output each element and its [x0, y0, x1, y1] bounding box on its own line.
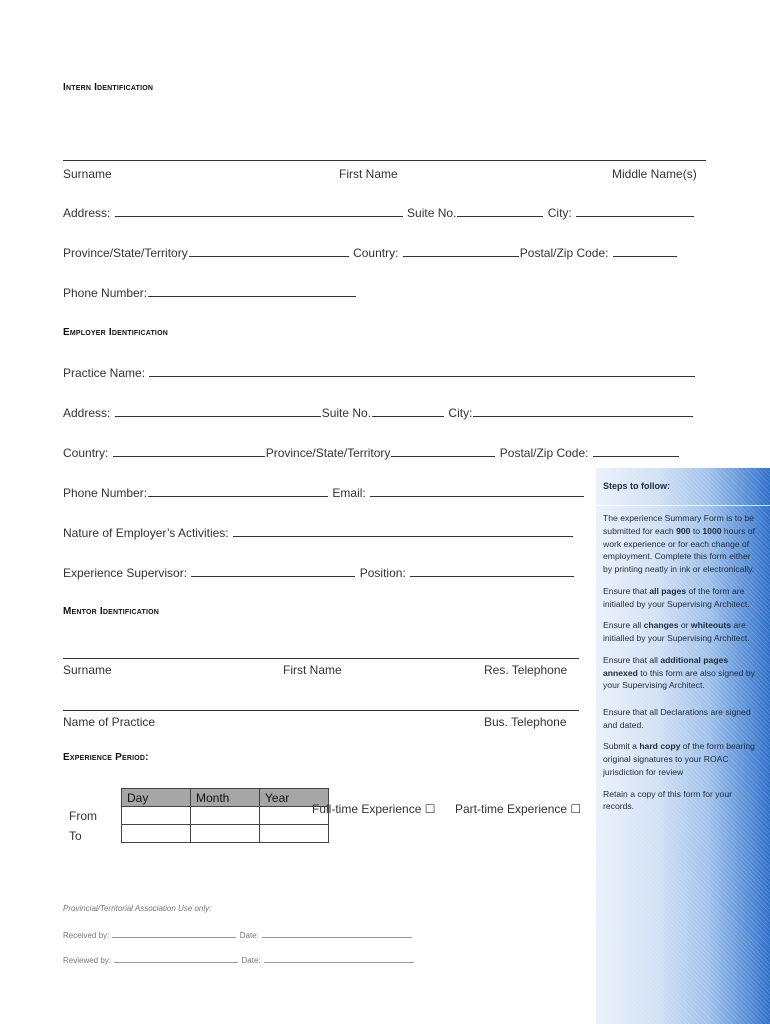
intern-middle-name-label: Middle Name(s): [612, 167, 697, 181]
employer-city-label: City:: [448, 406, 473, 420]
employer-nature-label: Nature of Employer’s Activities:: [63, 526, 229, 540]
to-month-field[interactable]: [191, 825, 260, 843]
year-column-header: Year: [260, 789, 329, 807]
to-day-field[interactable]: [122, 825, 191, 843]
employer-nature-row: [63, 526, 574, 540]
employer-practice-row: [63, 366, 696, 380]
step-submit-hours: The experience Summary Form is to be submitted for each 900 to 1000 hours of work experience or for each change of employment. Complete this form either by printing neatly in ink or electronically.: [603, 513, 755, 575]
intern-surname-label: Surname: [63, 167, 112, 181]
received-by-row: [63, 930, 413, 940]
received-date-label: Date:: [239, 931, 259, 940]
fulltime-experience-checkbox[interactable]: Full-time Experience ☐: [312, 802, 436, 816]
employer-postal-field[interactable]: [593, 446, 679, 457]
intern-city-field[interactable]: [576, 206, 694, 217]
reviewed-date-field[interactable]: [264, 955, 414, 963]
month-column-header: Month: [191, 789, 260, 807]
from-month-field[interactable]: [191, 807, 260, 825]
intern-phone-field[interactable]: [148, 286, 356, 297]
intern-province-label: Province/State/Territory: [63, 246, 188, 260]
employer-address-label: Address:: [63, 406, 111, 420]
intern-country-label: Country:: [353, 246, 399, 260]
employer-country-label: Country:: [63, 446, 109, 460]
mentor-name-field[interactable]: [63, 658, 579, 659]
intern-name-field[interactable]: [63, 160, 706, 161]
reviewed-by-label: Reviewed by:: [63, 956, 112, 965]
employer-supervisor-row: [63, 566, 575, 580]
employer-email-field[interactable]: [370, 486, 584, 497]
intern-province-field[interactable]: [189, 246, 349, 257]
day-column-header: Day: [122, 789, 191, 807]
step-annexed-pages: Ensure that all additional pages annexed to this form are also signed by your Supervising Architect.: [603, 654, 755, 691]
from-day-field[interactable]: [122, 807, 191, 825]
employer-practice-label: Practice Name:: [63, 366, 146, 380]
intern-city-label: City:: [547, 206, 572, 220]
mentor-res-telephone-label: Res. Telephone: [484, 663, 568, 677]
intern-address-label: Address:: [63, 206, 111, 220]
intern-address-field[interactable]: [115, 206, 403, 217]
intern-postal-field[interactable]: [613, 246, 677, 257]
employer-city-field[interactable]: [473, 406, 693, 417]
mentor-first-name-label: First Name: [283, 663, 342, 677]
intern-address-row: [63, 206, 695, 220]
intern-postal-label: Postal/Zip Code:: [519, 246, 609, 260]
intern-country-field[interactable]: [403, 246, 519, 257]
intern-province-row: [63, 246, 678, 260]
employer-country-row: [63, 446, 680, 460]
mentor-practice-label: Name of Practice: [63, 715, 156, 729]
employer-country-field[interactable]: [113, 446, 265, 457]
sidebar-divider: [596, 505, 770, 506]
employer-identification-heading: Employer Identification: [63, 327, 168, 338]
employer-suite-label: Suite No.: [321, 406, 372, 420]
employer-province-field[interactable]: [391, 446, 495, 457]
employer-nature-field[interactable]: [233, 526, 573, 537]
employer-practice-field[interactable]: [149, 366, 695, 377]
parttime-experience-checkbox[interactable]: Part-time Experience ☐: [455, 802, 582, 816]
employer-phone-label: Phone Number:: [63, 486, 148, 500]
to-label: To: [69, 829, 82, 843]
from-label: From: [69, 809, 97, 823]
employer-province-label: Province/State/Territory: [265, 446, 391, 460]
reviewed-by-field[interactable]: [114, 955, 238, 963]
employer-supervisor-label: Experience Supervisor:: [63, 566, 188, 580]
employer-email-label: Email:: [332, 486, 366, 500]
employer-phone-field[interactable]: [148, 486, 328, 497]
step-retain-copy: Retain a copy of this form for your records.: [603, 788, 732, 812]
mentor-identification-heading: Mentor Identification: [63, 606, 159, 617]
intern-phone-row: [63, 286, 357, 300]
employer-phone-row: [63, 486, 585, 500]
reviewed-date-label: Date:: [241, 956, 261, 965]
employer-address-field[interactable]: [115, 406, 321, 417]
reviewed-by-row: [63, 955, 415, 965]
steps-sidebar: [596, 468, 770, 1024]
employer-position-label: Position:: [359, 566, 406, 580]
mentor-practice-field[interactable]: [63, 710, 579, 711]
step-declarations: Ensure that all Declarations are signed and dated.: [603, 706, 751, 730]
step-initial-changes: Ensure all changes or whiteouts are initialled by your Supervising Architect.: [603, 620, 750, 644]
employer-suite-field[interactable]: [372, 406, 444, 417]
received-by-label: Received by:: [63, 931, 110, 940]
mentor-surname-label: Surname: [63, 663, 112, 677]
association-use-only-label: Provincial/Territorial Association Use only:: [63, 904, 212, 913]
received-date-field[interactable]: [262, 930, 412, 938]
received-by-field[interactable]: [112, 930, 236, 938]
mentor-bus-telephone-label: Bus. Telephone: [484, 715, 567, 729]
step-initial-pages: Ensure that all pages of the form are initialled by your Supervising Architect.: [603, 585, 750, 609]
employer-supervisor-field[interactable]: [191, 566, 355, 577]
steps-title: Steps to follow:: [603, 481, 670, 491]
intern-identification-heading: Intern Identification: [63, 82, 154, 93]
experience-period-heading: Experience Period:: [63, 752, 149, 763]
intern-first-name-label: First Name: [339, 167, 398, 181]
employer-postal-label: Postal/Zip Code:: [499, 446, 589, 460]
intern-suite-field[interactable]: [457, 206, 543, 217]
employer-position-field[interactable]: [410, 566, 574, 577]
step-hard-copy: Submit a hard copy of the form bearing original signatures to your ROAC jurisdiction for review: [603, 741, 755, 777]
employer-address-row: [63, 406, 694, 420]
to-year-field[interactable]: [260, 825, 329, 843]
intern-phone-label: Phone Number:: [63, 286, 148, 300]
intern-suite-label: Suite No.: [407, 206, 457, 220]
experience-period-table: [121, 788, 329, 843]
